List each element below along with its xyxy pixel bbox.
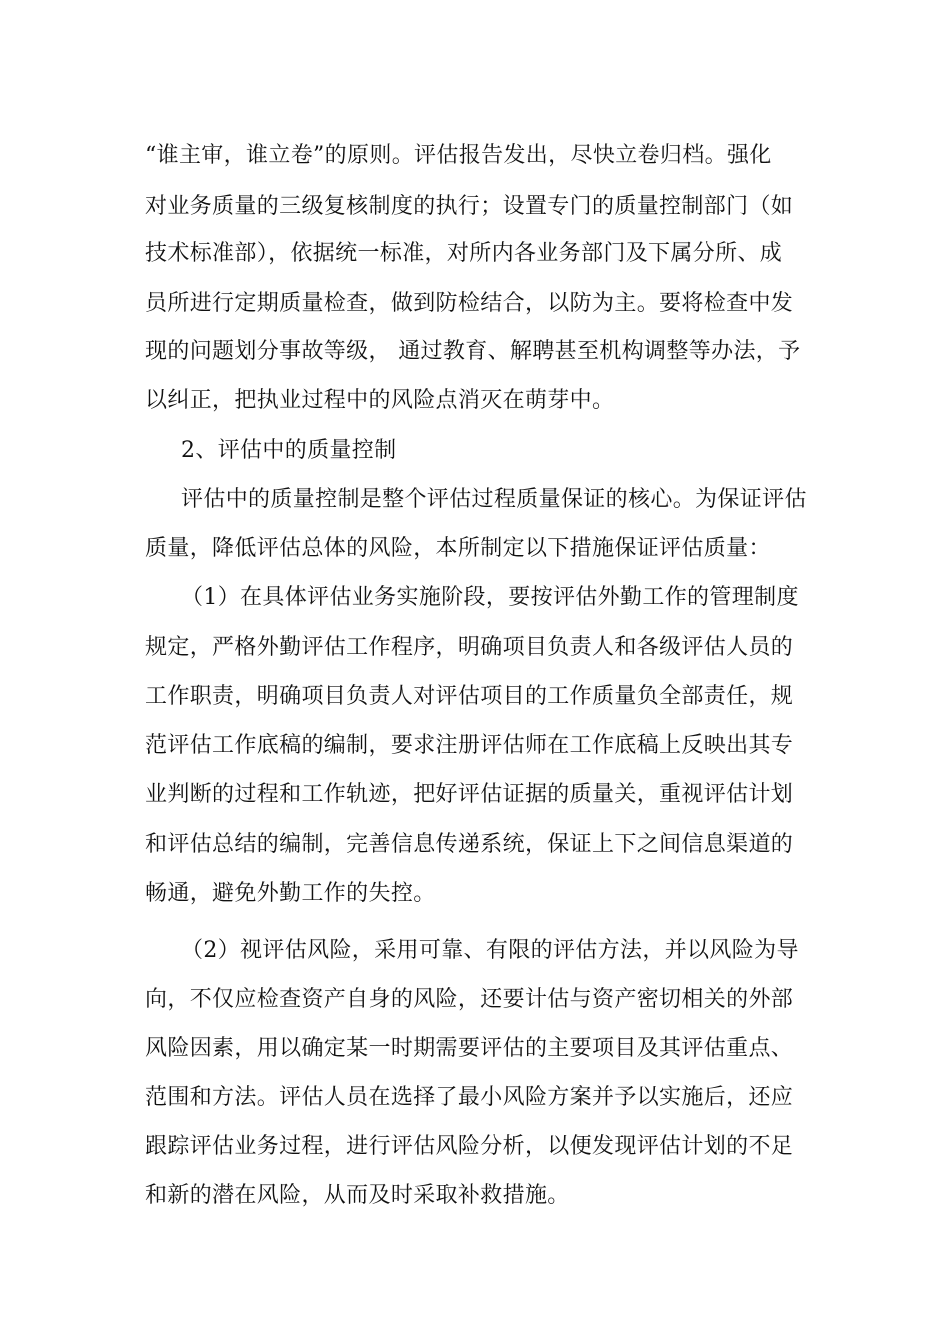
paragraph-line: 畅通，避免外勤工作的失控。 (145, 881, 436, 906)
paragraph-line: 对业务质量的三级复核制度的执行；设置专门的质量控制部门（如 (145, 194, 794, 219)
paragraph-line: 质量，降低评估总体的风险，本所制定以下措施保证评估质量： (145, 536, 771, 561)
paragraph-line: （1）在具体评估业务实施阶段，要按评估外勤工作的管理制度 (181, 585, 799, 610)
paragraph-line: “谁主审，谁立卷”的原则。评估报告发出，尽快立卷归档。强化 (145, 143, 772, 168)
paragraph-line: 和新的潜在风险，从而及时采取补救措施。 (145, 1183, 570, 1208)
paragraph-line: 工作职责，明确项目负责人对评估项目的工作质量负全部责任，规 (145, 684, 794, 709)
paragraph-line: 范围和方法。评估人员在选择了最小风险方案并予以实施后，还应 (145, 1085, 794, 1110)
paragraph-line: 和评估总结的编制，完善信息传递系统，保证上下之间信息渠道的 (145, 832, 794, 857)
paragraph-line: 现的问题划分事故等级， 通过教育、解聘甚至机构调整等办法，予 (145, 339, 801, 364)
paragraph-line: （2）视评估风险，采用可靠、有限的评估方法，并以风险为导 (181, 938, 799, 963)
paragraph-line: 技术标准部），依据统一标准，对所内各业务部门及下属分所、成 (145, 241, 783, 266)
section-heading: 2、评估中的质量控制 (181, 438, 397, 463)
paragraph-line: 风险因素，用以确定某一时期需要评估的主要项目及其评估重点、 (145, 1036, 794, 1061)
paragraph-line: 员所进行定期质量检查，做到防检结合，以防为主。要将检查中发 (145, 291, 794, 316)
paragraph-line: 跟踪评估业务过程，进行评估风险分析，以便发现评估计划的不足 (145, 1134, 794, 1159)
paragraph-line: 范评估工作底稿的编制，要求注册评估师在工作底稿上反映出其专 (145, 733, 794, 758)
paragraph-line: 以纠正，把执业过程中的风险点消灭在萌芽中。 (145, 388, 615, 413)
paragraph-line: 业判断的过程和工作轨迹，把好评估证据的质量关，重视评估计划 (145, 782, 794, 807)
paragraph-line: 规定，严格外勤评估工作程序，明确项目负责人和各级评估人员的 (145, 635, 794, 660)
paragraph-line: 评估中的质量控制是整个评估过程质量保证的核心。为保证评估 (181, 487, 807, 512)
paragraph-line: 向，不仅应检查资产自身的风险，还要计估与资产密切相关的外部 (145, 987, 794, 1012)
